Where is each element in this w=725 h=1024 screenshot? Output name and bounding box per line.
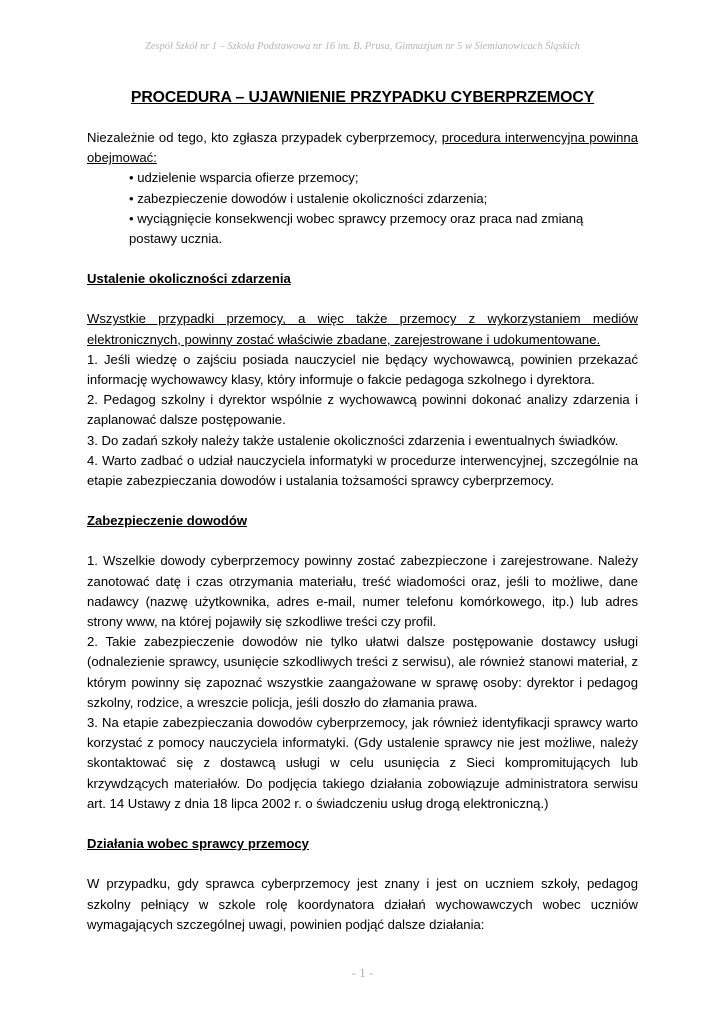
- section1-item: 3. Do zadań szkoły należy także ustalenie okoliczności zdarzenia i ewentualnych świadków.: [87, 432, 619, 448]
- intro-text: Niezależnie od tego, kto zgłasza przypadek cyberprzemocy,: [87, 130, 442, 145]
- section3-paragraph: W przypadku, gdy sprawca cyberprzemocy jest znany i jest on uczniem szkoły, pedagog szkolny pełniący w szkole rolę koordynatora działań wychowawczych wobec uczniów wymagających szczególnej uwagi, powinien podjąć dalsze działania:: [87, 876, 638, 932]
- section1-item: 2. Pedagog szkolny i dyrektor wspólnie z wychowawcą powinni dokonać analizy zdarzenia i zaplanować dalsze postępowanie.: [87, 392, 638, 428]
- bullet-item: • udzielenie wsparcia ofierze przemocy;: [129, 170, 359, 186]
- section1-lead: Wszystkie przypadki przemocy, a więc także przemocy z wykorzystaniem mediów elektronicznych, powinny zostać właściwie zbadane, zarejestrowane i udokumentowane.: [87, 311, 638, 347]
- page-number: - 1 -: [351, 965, 374, 980]
- section-heading-circumstances: Ustalenie okoliczności zdarzenia: [87, 271, 291, 287]
- section-heading-perpetrator: Działania wobec sprawcy przemocy: [87, 836, 309, 852]
- bullet-item: • wyciągnięcie konsekwencji wobec sprawcy przemocy oraz praca nad zmianą postawy ucznia.: [129, 210, 584, 247]
- section2-item: 3. Na etapie zabezpieczania dowodów cyberprzemocy, jak również identyfikacji sprawcy warto korzystać z pomocy nauczyciela informatyki. (Gdy ustalenie sprawcy nie jest możliwe, należy skontaktować się z dostawcą usługi w celu usunięcia z Sieci kompromitujących lub krzywdzących materiałów. Do podjęcia takiego działania zobowiązuje administratora serwisu art. 14 Ustawy z dnia 18 lipca 2002 r. o świadczeniu usług drogą elektroniczną.): [87, 715, 638, 811]
- section1-item: 4. Warto zadbać o udział nauczyciela informatyki w procedurze interwencyjnej, szczególnie na etapie zabezpieczania dowodów i ustalania tożsamości sprawcy cyberprzemocy.: [87, 452, 638, 489]
- intro-bullet-list: [87, 168, 638, 249]
- section2-item: 1. Wszelkie dowody cyberprzemocy powinny zostać zabezpieczone i zarejestrowane. Należy zanotować datę i czas otrzymania materiału, treść wiadomości oraz, jeśli to możliwe, dane nadawcy (nazwę użytkownika, adres e-mail, numer telefonu komórkowego, itp.) lub adres strony www, na której pojawiły się szkodliwe treści czy profil.: [87, 553, 638, 630]
- intro-paragraph: [87, 128, 638, 168]
- page-header: Zespół Szkół nr 1 – Szkoła Podstawowa nr 16 im. B. Prusa, Gimnazjum nr 5 w Siemianowicach Śląskich: [145, 41, 580, 52]
- document-title: PROCEDURA – UJAWNIENIE PRZYPADKU CYBERPRZEMOCY: [130, 89, 595, 106]
- section2-item: 2. Takie zabezpieczenie dowodów nie tylko ułatwi dalsze postępowanie dostawcy usługi (odnalezienie sprawcy, usunięcie szkodliwych treści z serwisu), ale również stanowi materiał, z którym powinny się zapoznać wszystkie zaangażowane w sprawę osoby: dyrektor i pedagog szkolny, rodzice, a wreszcie policja, jeśli doszło do złamania prawa.: [87, 634, 638, 710]
- section1-item: 1. Jeśli wiedzę o zajściu posiada nauczyciel nie będący wychowawcą, powinien przekazać informację wychowawcy klasy, który informuje o fakcie pedagoga szkolnego i dyrektora.: [87, 351, 638, 388]
- section-heading-evidence: Zabezpieczenie dowodów: [87, 513, 248, 529]
- bullet-item: • zabezpieczenie dowodów i ustalenie okoliczności zdarzenia;: [129, 190, 488, 206]
- intro-underlined-text: procedura interwencyjna powinna obejmować:: [87, 130, 638, 166]
- document-body: [87, 128, 638, 935]
